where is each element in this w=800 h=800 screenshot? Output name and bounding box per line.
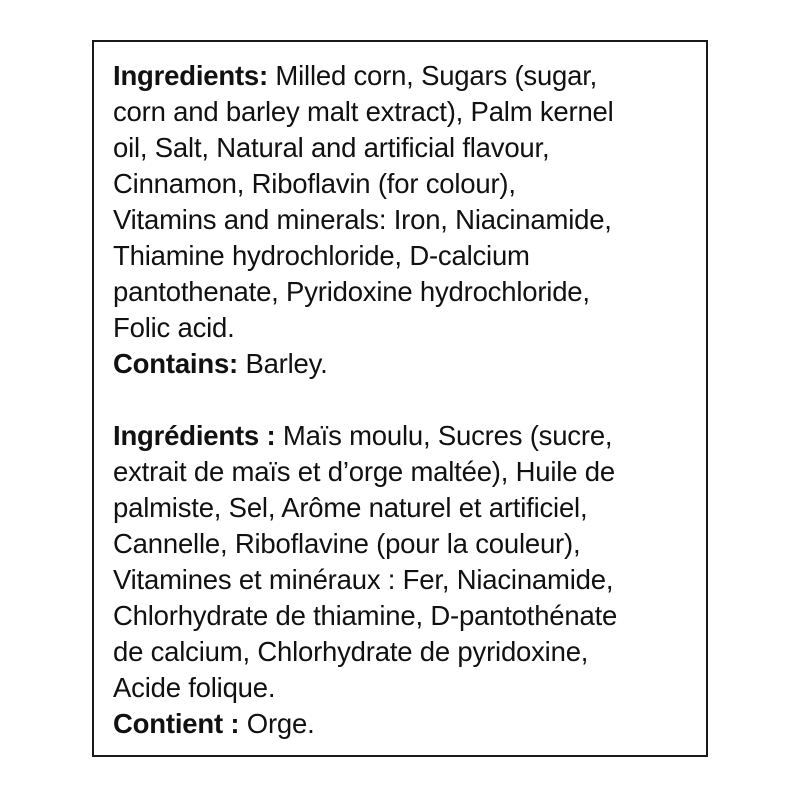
- section-spacer: [113, 382, 693, 418]
- english-ingredients-line-5: Vitamins and minerals: Iron, Niacinamide,: [113, 204, 612, 235]
- french-ingredients-line-8: Acide folique.: [113, 672, 276, 703]
- french-ingredients-line-4: Cannelle, Riboflavine (pour la couleur),: [113, 528, 581, 559]
- ingredients-label-panel: [92, 40, 708, 757]
- french-ingredients-text: Maïs moulu, Sucres (sucre,: [275, 420, 613, 451]
- french-ingredients-line-2: extrait de maïs et d’orge maltée), Huile de: [113, 456, 615, 487]
- english-ingredients-line-7: pantothenate, Pyridoxine hydrochloride,: [113, 276, 590, 307]
- french-ingredients-line-3: palmiste, Sel, Arôme naturel et artificiel,: [113, 492, 588, 523]
- french-contains-line: [113, 706, 693, 742]
- english-ingredients-line-4: Cinnamon, Riboflavin (for colour),: [113, 168, 516, 199]
- english-contains-value: Barley.: [238, 348, 328, 379]
- french-ingredients-line-6: Chlorhydrate de thiamine, D-pantothénate: [113, 600, 618, 631]
- english-contains-heading: Contains:: [113, 348, 238, 379]
- french-ingredients-line-7: de calcium, Chlorhydrate de pyridoxine,: [113, 636, 589, 667]
- french-contains-heading: Contient :: [113, 708, 240, 739]
- french-contains-value: Orge.: [239, 708, 315, 739]
- english-ingredients-line-6: Thiamine hydrochloride, D-calcium: [113, 240, 530, 271]
- french-ingredients-line-1: [113, 418, 693, 454]
- english-ingredients-line-2: corn and barley malt extract), Palm kernel: [113, 96, 614, 127]
- ingredients-label-text: [113, 58, 693, 742]
- french-ingredients-heading: Ingrédients :: [113, 420, 276, 451]
- english-ingredients-line-8: Folic acid.: [113, 312, 235, 343]
- english-ingredients-line-3: oil, Salt, Natural and artificial flavour,: [113, 132, 550, 163]
- english-ingredients-heading: Ingredients:: [113, 60, 268, 91]
- english-ingredients-line-1: [113, 58, 693, 94]
- french-ingredients-line-5: Vitamines et minéraux : Fer, Niacinamide,: [113, 564, 614, 595]
- english-ingredients-text: Milled corn, Sugars (sugar,: [267, 60, 598, 91]
- english-contains-line: [113, 346, 693, 382]
